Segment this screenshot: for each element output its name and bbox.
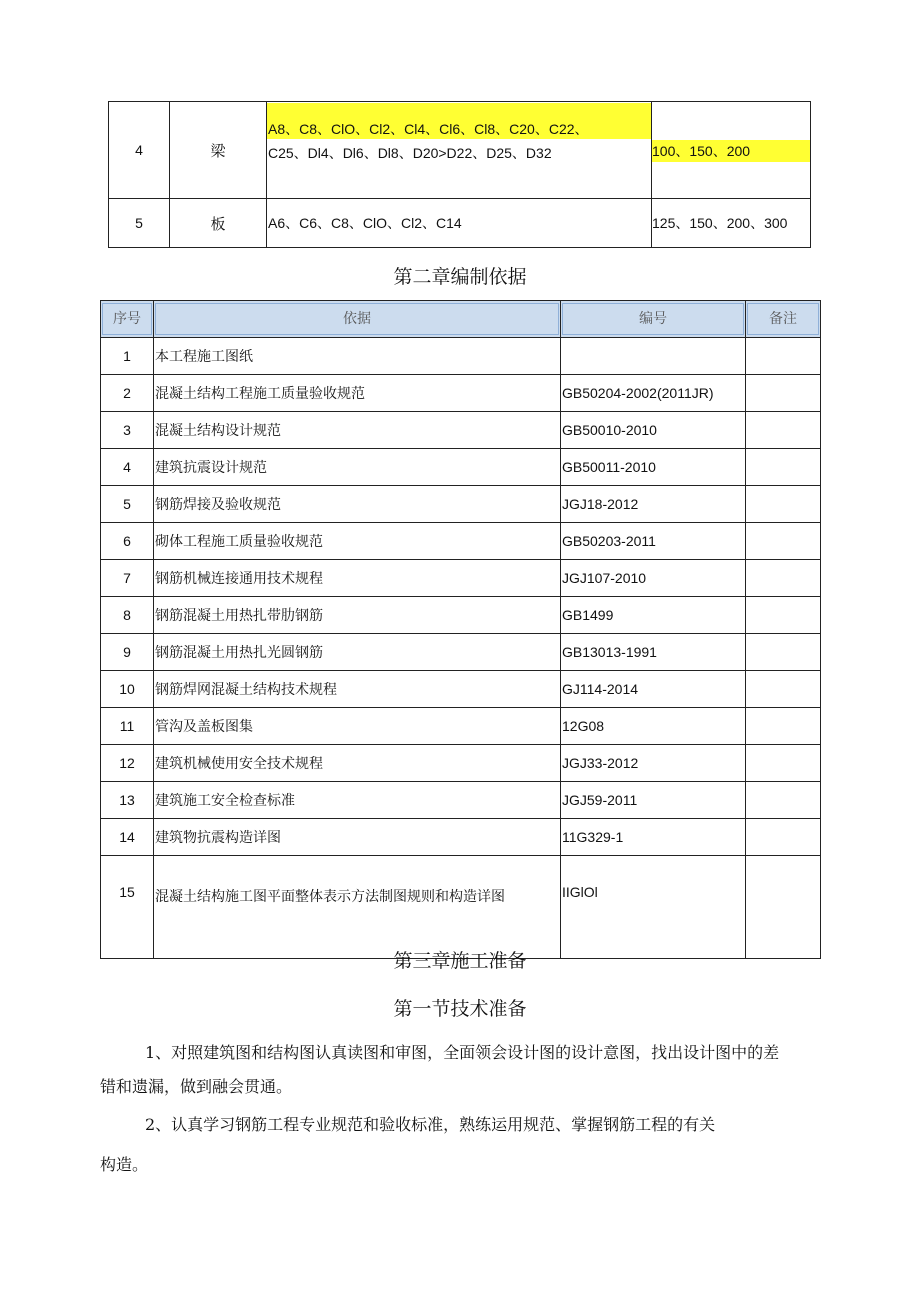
- basis-note: [746, 523, 821, 560]
- header-no: 序号: [101, 301, 154, 338]
- basis-note: [746, 449, 821, 486]
- paragraph-line: 错和遗漏，做到融会贯通。: [100, 1077, 293, 1096]
- basis-note: [746, 708, 821, 745]
- table-row: [101, 523, 821, 560]
- rebar-spec-line: C25、Dl4、Dl6、Dl8、D20>D22、D25、D32: [268, 145, 552, 161]
- basis-note: [746, 671, 821, 708]
- row-number: 7: [101, 560, 154, 597]
- table-row: [101, 634, 821, 671]
- basis-name: 砌体工程施工质量验收规范: [154, 523, 561, 560]
- basis-note: [746, 634, 821, 671]
- basis-name: 建筑机械使用安全技术规程: [154, 745, 561, 782]
- basis-code: 12G08: [561, 708, 746, 745]
- basis-code: GB50010-2010: [561, 412, 746, 449]
- basis-name: 建筑抗震设计规范: [154, 449, 561, 486]
- chapter-2-title: 第二章编制依据: [393, 266, 527, 288]
- table-row: [101, 412, 821, 449]
- row-number: 3: [101, 412, 154, 449]
- header-note: 备注: [746, 301, 821, 338]
- basis-note: [746, 745, 821, 782]
- basis-name: 钢筋混凝土用热扎光圆钢筋: [154, 634, 561, 671]
- basis-code: JGJ107-2010: [561, 560, 746, 597]
- table-row: [101, 671, 821, 708]
- row-number: 4: [101, 449, 154, 486]
- basis-name: 钢筋焊网混凝土结构技术规程: [154, 671, 561, 708]
- basis-name: 混凝土结构施工图平面整体表示方法制图规则和构造详图: [154, 856, 561, 959]
- basis-name: 建筑物抗震构造详图: [154, 819, 561, 856]
- table-row: [101, 819, 821, 856]
- basis-table: [100, 300, 821, 959]
- table-row: [109, 199, 811, 248]
- table-row: [101, 338, 821, 375]
- table-row: [101, 856, 821, 959]
- table-row: [101, 782, 821, 819]
- table-row: [101, 745, 821, 782]
- row-number: 10: [101, 671, 154, 708]
- basis-code: GJ114-2014: [561, 671, 746, 708]
- basis-name: 建筑施工安全检查标准: [154, 782, 561, 819]
- table-row: [101, 708, 821, 745]
- basis-name: 混凝土结构工程施工质量验收规范: [154, 375, 561, 412]
- basis-note: [746, 412, 821, 449]
- member-type: 梁: [170, 102, 267, 199]
- basis-name: 管沟及盖板图集: [154, 708, 561, 745]
- row-number: 2: [101, 375, 154, 412]
- paragraph-line: 构造。: [100, 1155, 149, 1174]
- basis-note: [746, 819, 821, 856]
- rebar-spacing: 100、150、200: [652, 140, 810, 162]
- basis-code: JGJ59-2011: [561, 782, 746, 819]
- basis-code: GB50011-2010: [561, 449, 746, 486]
- basis-code: IIGlOl: [561, 856, 746, 959]
- row-number: 8: [101, 597, 154, 634]
- header-code: 编号: [561, 301, 746, 338]
- rebar-spacing-cell: [652, 102, 811, 199]
- basis-code: [561, 338, 746, 375]
- row-number: 9: [101, 634, 154, 671]
- row-number: 13: [101, 782, 154, 819]
- basis-note: [746, 856, 821, 959]
- basis-name: 钢筋焊接及验收规范: [154, 486, 561, 523]
- rebar-spacing: 125、150、200、300: [652, 199, 811, 248]
- chapter-3-title: 第三章施工准备: [393, 950, 527, 972]
- row-number: 12: [101, 745, 154, 782]
- paragraph-line: 2、认真学习钢筋工程专业规范和验收标准，熟练运用规范、掌握钢筋工程的有关: [145, 1115, 716, 1134]
- basis-note: [746, 560, 821, 597]
- table-row: [101, 597, 821, 634]
- row-number: 11: [101, 708, 154, 745]
- basis-code: 11G329-1: [561, 819, 746, 856]
- basis-name: 钢筋机械连接通用技术规程: [154, 560, 561, 597]
- table-row: [101, 486, 821, 523]
- row-number: 5: [109, 199, 170, 248]
- basis-note: [746, 782, 821, 819]
- table-row: [109, 102, 811, 199]
- basis-code: JGJ33-2012: [561, 745, 746, 782]
- basis-name: 本工程施工图纸: [154, 338, 561, 375]
- basis-note: [746, 486, 821, 523]
- table-row: [101, 560, 821, 597]
- paragraph-line: 1、对照建筑图和结构图认真读图和审图，全面领会设计图的设计意图，找出设计图中的差: [145, 1043, 780, 1062]
- header-basis: 依据: [154, 301, 561, 338]
- member-type: 板: [170, 199, 267, 248]
- basis-note: [746, 375, 821, 412]
- row-number: 14: [101, 819, 154, 856]
- basis-code: GB50203-2011: [561, 523, 746, 560]
- row-number: 6: [101, 523, 154, 560]
- row-number: 1: [101, 338, 154, 375]
- table-row: [101, 449, 821, 486]
- rebar-spec-cell: [267, 199, 652, 248]
- rebar-spec-cell: [267, 102, 652, 199]
- rebar-spec-line: A8、C8、ClO、Cl2、Cl4、Cl6、Cl8、C20、C22、: [267, 103, 651, 139]
- basis-name: 混凝土结构设计规范: [154, 412, 561, 449]
- basis-code: GB1499: [561, 597, 746, 634]
- row-number: 4: [109, 102, 170, 199]
- basis-code: JGJ18-2012: [561, 486, 746, 523]
- row-number: 5: [101, 486, 154, 523]
- table-row: [101, 375, 821, 412]
- basis-code: GB13013-1991: [561, 634, 746, 671]
- basis-note: [746, 597, 821, 634]
- basis-name: 钢筋混凝土用热扎带肋钢筋: [154, 597, 561, 634]
- row-number: 15: [101, 856, 154, 959]
- table-header-row: [101, 301, 821, 338]
- basis-note: [746, 338, 821, 375]
- rebar-spec-line: A6、C6、C8、ClO、Cl2、C14: [268, 215, 462, 231]
- basis-code: GB50204-2002(2011JR): [561, 375, 746, 412]
- rebar-spec-table: [108, 101, 811, 248]
- section-1-title: 第一节技术准备: [393, 998, 527, 1020]
